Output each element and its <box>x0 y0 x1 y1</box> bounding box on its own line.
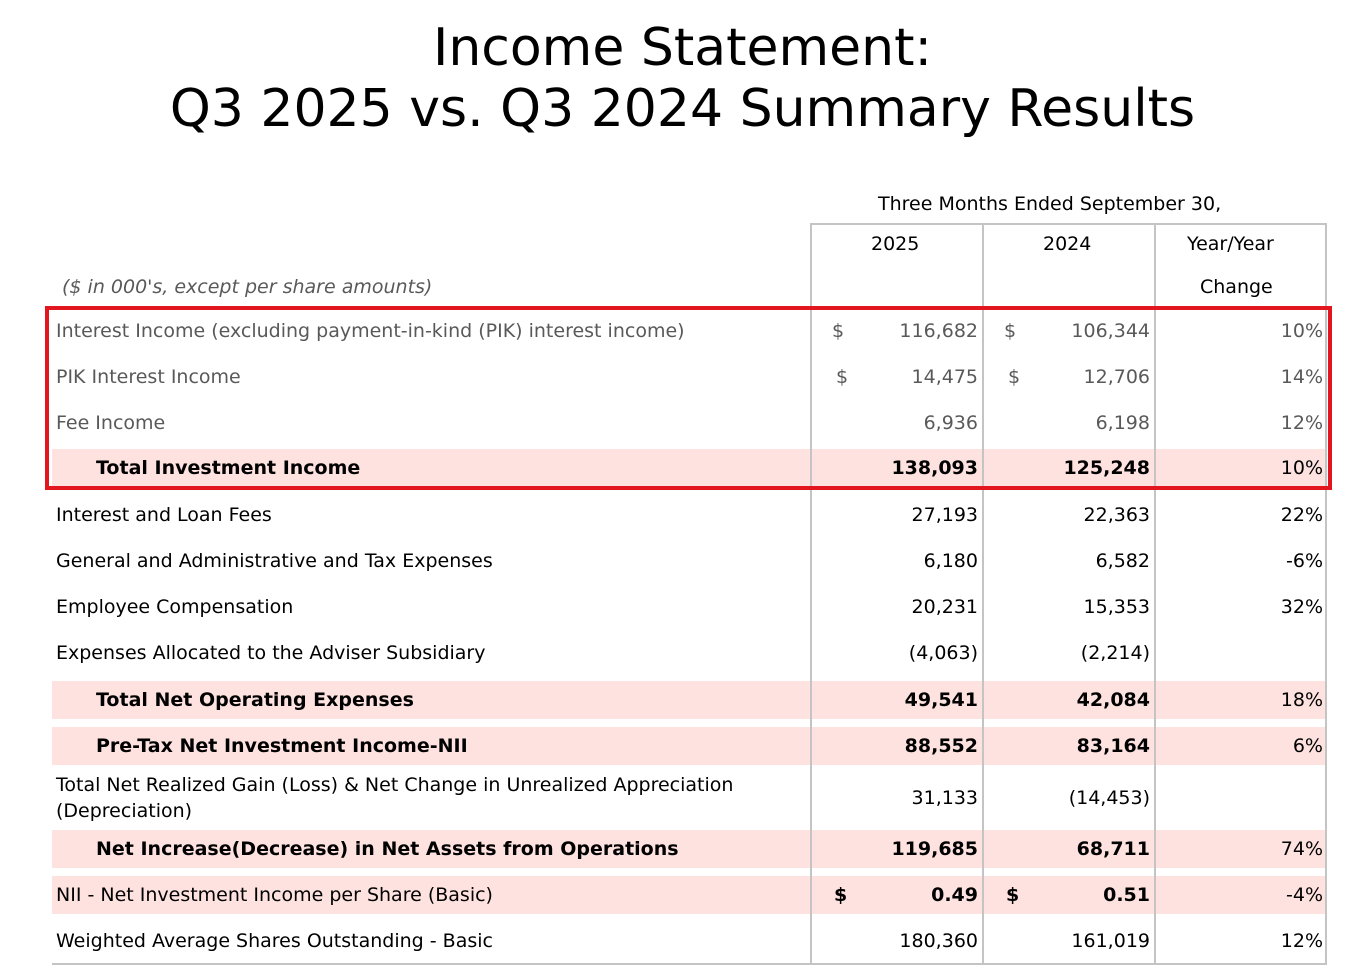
table-row-per-share <box>52 876 1327 914</box>
value-2024: 42,084 <box>1076 689 1150 711</box>
highlight-box <box>45 306 1332 490</box>
value-change: 14% <box>1280 366 1323 388</box>
dollar-sign: $ <box>1006 884 1020 906</box>
value-change: -6% <box>1286 550 1323 572</box>
row-label: Total Net Realized Gain (Loss) & Net Change in Unrealized Appreciation (Depreciation) <box>56 774 734 822</box>
value-2025: (4,063) <box>908 642 978 664</box>
table-row <box>52 634 1327 672</box>
table-row <box>52 542 1327 580</box>
table-row <box>52 496 1327 534</box>
row-label: PIK Interest Income <box>56 366 241 388</box>
header-top-rule <box>810 223 1327 225</box>
value-change: 10% <box>1280 320 1323 342</box>
value-2024: 15,353 <box>1083 596 1150 618</box>
value-2025: 6,180 <box>923 550 978 572</box>
dollar-sign: $ <box>832 320 845 342</box>
column-header-2025: 2025 <box>871 233 920 255</box>
table-row-total <box>52 681 1327 719</box>
title-line-2: Q3 2025 vs. Q3 2024 Summary Results <box>169 79 1196 139</box>
value-2024: 125,248 <box>1063 457 1150 479</box>
column-header-change-line1: Year/Year <box>1187 233 1274 255</box>
value-2024: 12,706 <box>1083 366 1150 388</box>
value-2025: 27,193 <box>911 504 978 526</box>
value-2024: 68,711 <box>1076 838 1150 860</box>
value-2024: 6,198 <box>1095 412 1150 434</box>
row-label: Pre-Tax Net Investment Income-NII <box>96 735 468 757</box>
value-2025: 6,936 <box>923 412 978 434</box>
value-change: 12% <box>1280 930 1323 952</box>
dollar-sign: $ <box>1004 320 1017 342</box>
table-row-total <box>52 830 1327 868</box>
title-line-1: Income Statement: <box>432 18 933 78</box>
value-change: 10% <box>1280 457 1323 479</box>
units-note: ($ in 000's, except per share amounts) <box>62 276 433 298</box>
value-2024: 0.51 <box>1103 884 1150 906</box>
value-2024: 22,363 <box>1083 504 1150 526</box>
value-2024: 106,344 <box>1071 320 1150 342</box>
value-2024: 83,164 <box>1076 735 1150 757</box>
value-2025: 116,682 <box>899 320 978 342</box>
value-2024: (14,453) <box>1068 787 1150 809</box>
row-label: Fee Income <box>56 412 166 434</box>
table-row <box>52 922 1327 960</box>
table-row-total <box>52 727 1327 765</box>
table-row <box>52 588 1327 626</box>
value-change: 12% <box>1280 412 1323 434</box>
row-label: Net Increase(Decrease) in Net Assets from Operations <box>96 838 679 860</box>
dollar-sign: $ <box>1008 366 1021 388</box>
value-change: 32% <box>1280 596 1323 618</box>
value-change: 74% <box>1280 838 1323 860</box>
value-2025: 14,475 <box>911 366 978 388</box>
row-label: Employee Compensation <box>56 596 294 618</box>
value-2024: (2,214) <box>1080 642 1150 664</box>
table-row <box>52 766 1327 830</box>
dollar-sign: $ <box>836 366 849 388</box>
row-label: Total Investment Income <box>96 457 361 479</box>
row-label: Interest Income (excluding payment-in-kind (PIK) interest income) <box>56 320 685 342</box>
value-change: 6% <box>1292 735 1323 757</box>
table-bottom-rule <box>52 963 1327 965</box>
row-label: Interest and Loan Fees <box>56 504 272 526</box>
row-label: General and Administrative and Tax Expenses <box>56 550 493 572</box>
period-header: Three Months Ended September 30, <box>878 193 1222 215</box>
value-change: -4% <box>1286 884 1323 906</box>
value-change <box>1162 766 1323 830</box>
value-2024: 161,019 <box>1071 930 1150 952</box>
value-2025: 88,552 <box>904 735 978 757</box>
slide-title <box>0 18 1365 140</box>
value-2025: 49,541 <box>904 689 978 711</box>
value-change <box>1162 634 1323 672</box>
column-header-change-line2: Change <box>1200 276 1273 298</box>
value-2025: 180,360 <box>899 930 978 952</box>
row-label: Total Net Operating Expenses <box>96 689 414 711</box>
value-2025: 31,133 <box>911 787 978 809</box>
dollar-sign: $ <box>834 884 848 906</box>
value-change: 18% <box>1280 689 1323 711</box>
value-2024: 6,582 <box>1095 550 1150 572</box>
row-label: Expenses Allocated to the Adviser Subsidiary <box>56 642 486 664</box>
value-2025: 20,231 <box>911 596 978 618</box>
row-label: Weighted Average Shares Outstanding - Basic <box>56 930 493 952</box>
value-2025: 119,685 <box>891 838 978 860</box>
value-2025: 0.49 <box>931 884 978 906</box>
column-header-2024: 2024 <box>1043 233 1092 255</box>
row-label: NII - Net Investment Income per Share (Basic) <box>56 884 493 906</box>
value-change: 22% <box>1280 504 1323 526</box>
value-2025: 138,093 <box>891 457 978 479</box>
